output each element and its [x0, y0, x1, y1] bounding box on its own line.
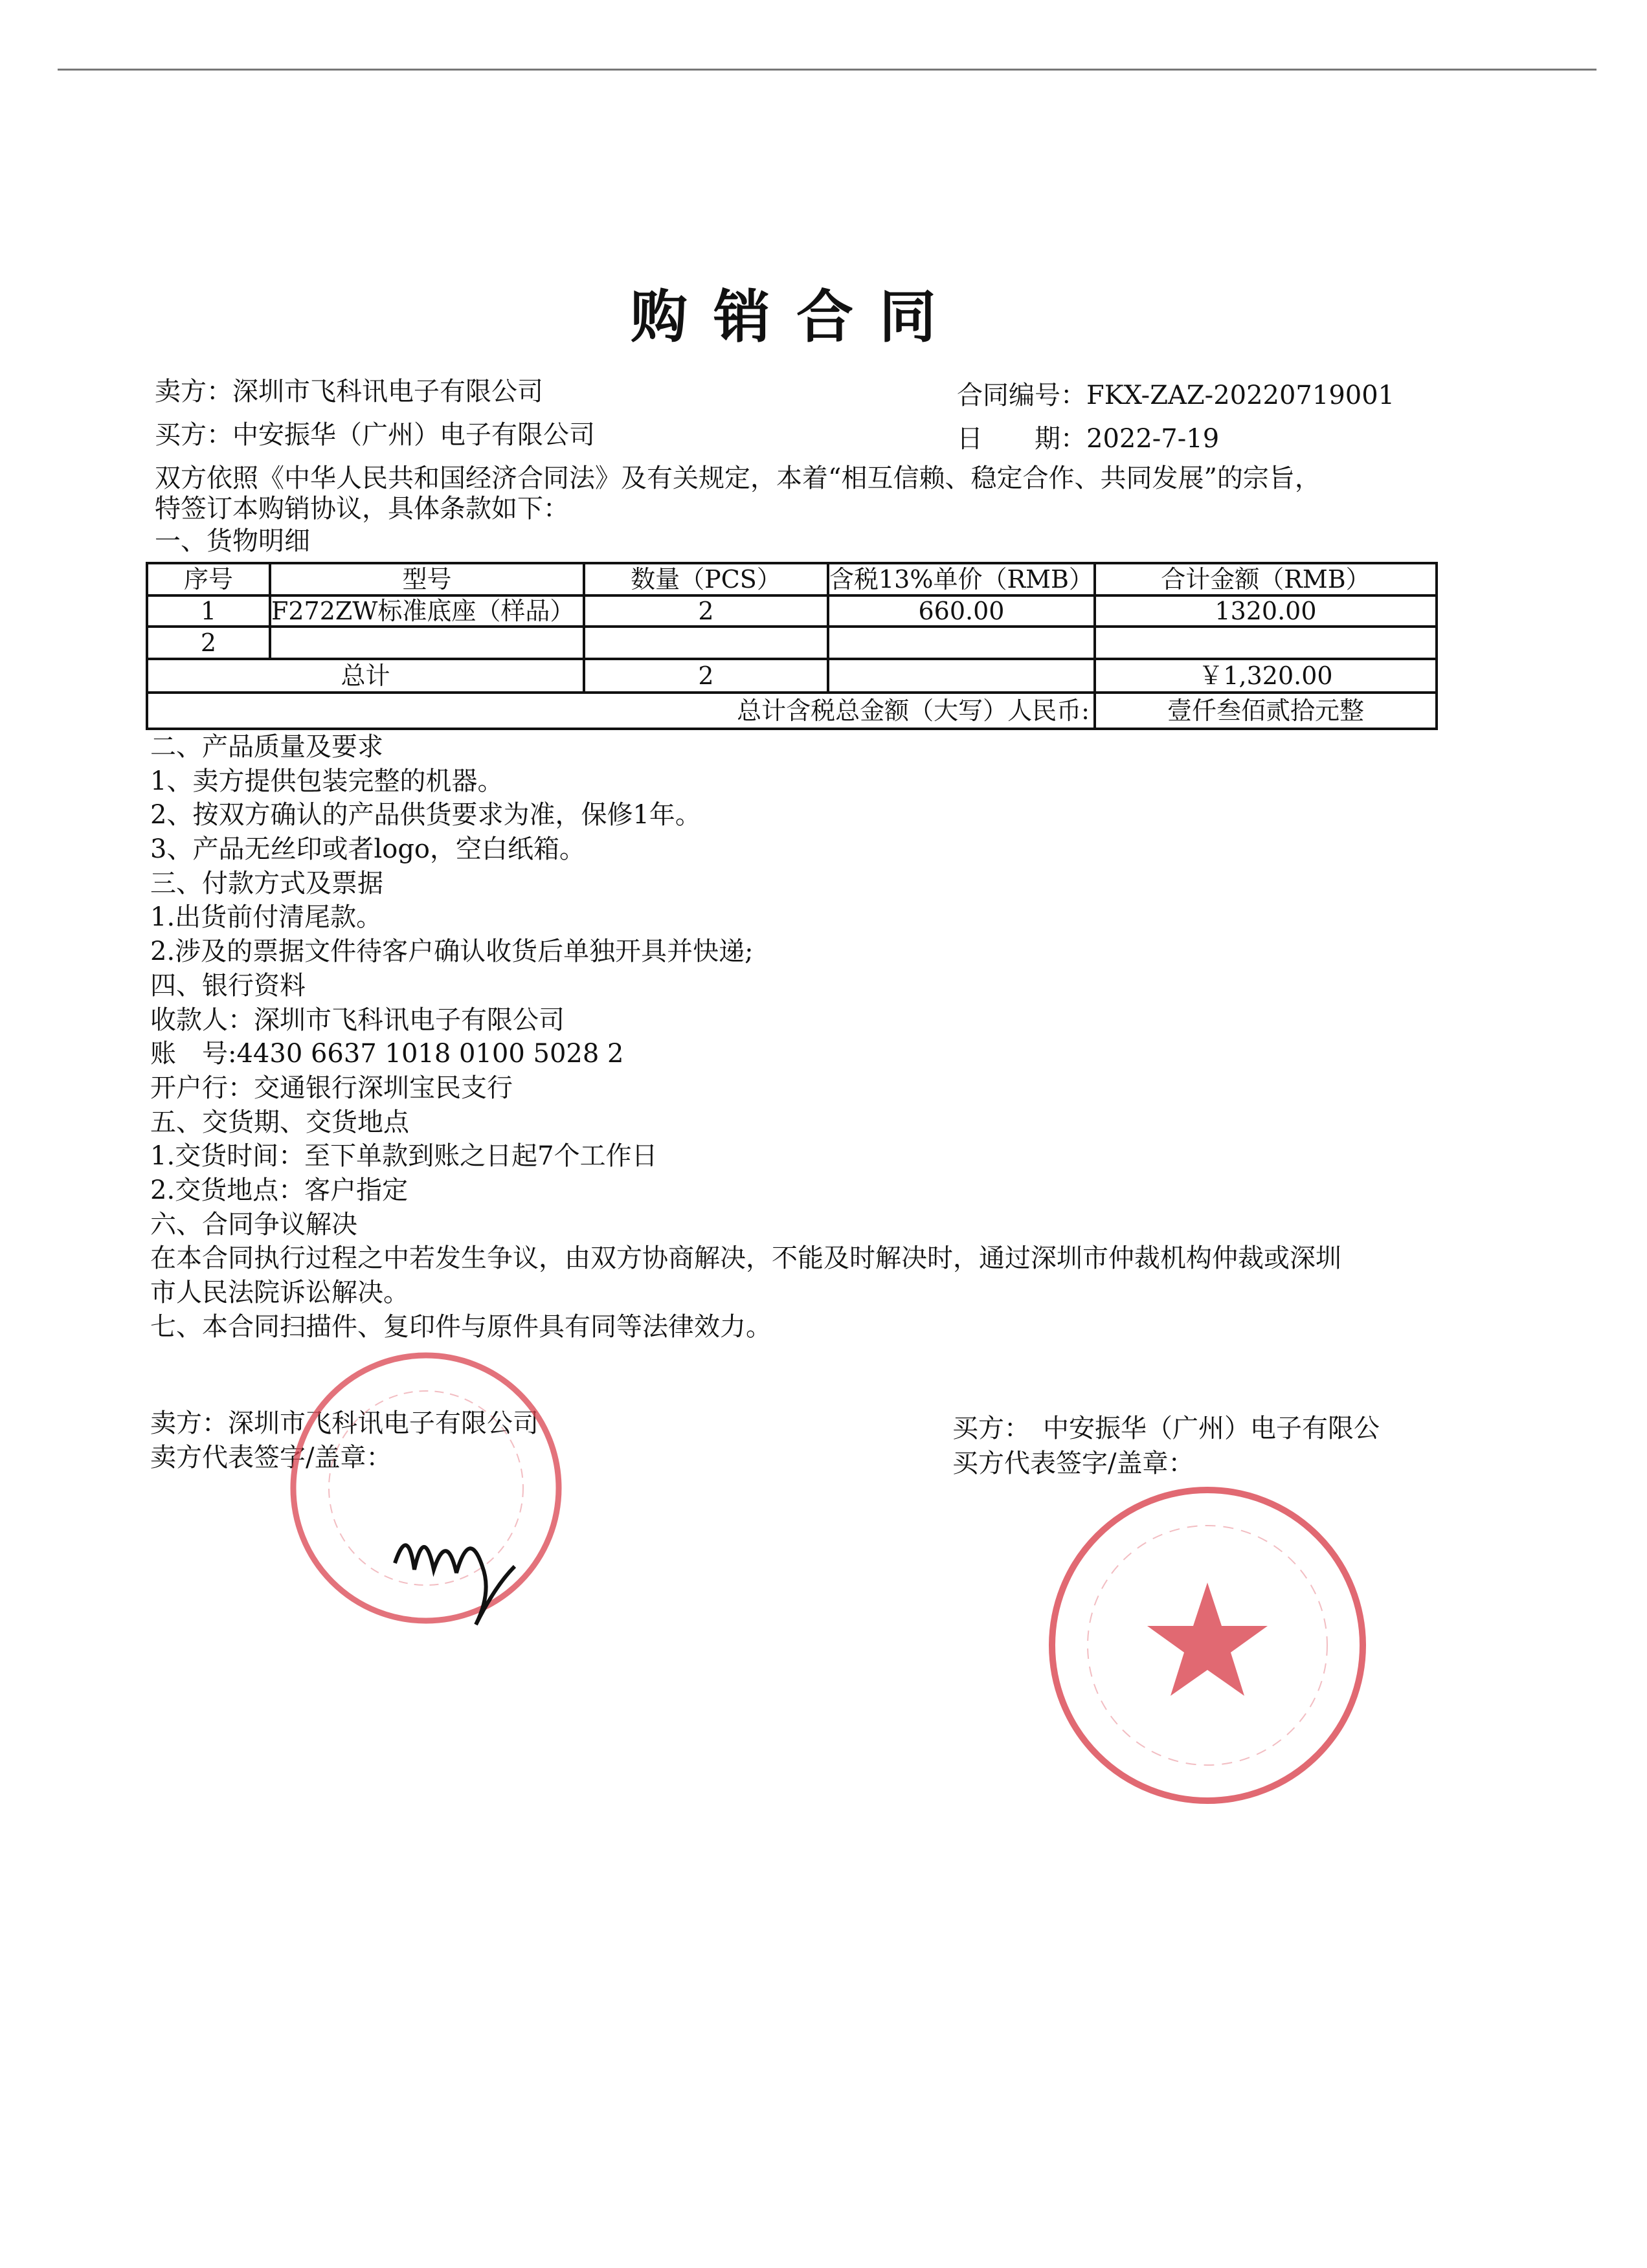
seller-contract-stamp	[285, 1350, 570, 1628]
cell-amount: 1320.00	[1095, 595, 1437, 627]
contract-terms	[150, 730, 1341, 1344]
cell-qty: 2	[584, 595, 828, 627]
cell-index: 2	[147, 627, 270, 659]
term-line: 开户行：交通银行深圳宝民支行	[150, 1073, 513, 1103]
buyer-rep-label: 买方代表签字/盖章：	[952, 1449, 1194, 1478]
term-line: 3、产品无丝印或者logo，空白纸箱。	[150, 834, 586, 865]
term-line: 2.交货地点：客户指定	[150, 1175, 409, 1205]
term-line: 七、本合同扫描件、复印件与原件具有同等法律效力。	[150, 1311, 772, 1342]
section-goods-heading: 一、货物明细	[155, 526, 310, 556]
term-line: 1.交货时间：至下单款到账之日起7个工作日	[150, 1141, 658, 1172]
table-row	[147, 595, 1437, 627]
term-line: 二、产品质量及要求	[150, 732, 383, 762]
cell-index: 1	[147, 595, 270, 627]
contract-date: 日 期：2022-7-19	[957, 424, 1220, 454]
cell-qty	[584, 627, 828, 659]
table-row	[147, 627, 1437, 659]
seller-rep-label: 卖方代表签字/盖章：	[150, 1443, 392, 1473]
buyer-signature-name: 买方： 中安振华（广州）电子有限公	[952, 1414, 1380, 1443]
header-cell: 型号	[270, 563, 584, 595]
term-line: 六、合同争议解决	[150, 1209, 357, 1240]
intro-line-2: 特签订本购销协议，具体条款如下：	[155, 494, 569, 524]
contract-number: 合同编号：FKX-ZAZ-20220719001	[957, 381, 1395, 410]
seller-signature-name: 卖方：深圳市飞科讯电子有限公司	[150, 1408, 539, 1438]
total-row	[147, 659, 1437, 693]
cell-model: F272ZW标准底座（样品）	[270, 595, 584, 627]
term-line: 2.涉及的票据文件待客户确认收货后单独开具并快递;	[150, 937, 754, 967]
cell-unit-price: 660.00	[828, 595, 1095, 627]
header-cell: 数量（PCS）	[584, 563, 828, 595]
star-icon	[1147, 1583, 1268, 1696]
capital-amount: 壹仟叁佰贰拾元整	[1095, 693, 1437, 729]
goods-table	[146, 562, 1438, 730]
table-header-row	[147, 563, 1437, 595]
total-qty: 2	[584, 659, 828, 693]
header-cell: 序号	[147, 563, 270, 595]
document-title: 购销合同	[630, 283, 962, 350]
term-line: 四、银行资料	[150, 970, 306, 1001]
term-line: 账 号:4430 6637 1018 0100 5028 2	[150, 1039, 624, 1069]
term-line: 2、按双方确认的产品供货要求为准，保修1年。	[150, 800, 701, 830]
header-cell: 合计金额（RMB）	[1095, 563, 1437, 595]
total-amount: ￥1,320.00	[1095, 659, 1437, 693]
capital-label: 总计含税总金额（大写）人民币:	[147, 693, 1095, 729]
capital-row	[147, 693, 1437, 729]
term-line: 1、卖方提供包装完整的机器。	[150, 766, 504, 796]
intro-line-1: 双方依照《中华人民共和国经济合同法》及有关规定，本着“相互信赖、稳定合作、共同发展”的宗旨，	[155, 463, 1321, 493]
term-line: 收款人：深圳市飞科讯电子有限公司	[150, 1005, 565, 1035]
header-cell: 含税13%单价（RMB）	[828, 563, 1095, 595]
buyer-name: 买方：中安振华（广州）电子有限公司	[155, 420, 595, 450]
term-line: 市人民法院诉讼解决。	[150, 1278, 409, 1307]
term-line: 1.出货前付清尾款。	[150, 902, 383, 933]
cell-amount	[1095, 627, 1437, 659]
total-empty	[828, 659, 1095, 693]
seller-name: 卖方：深圳市飞科讯电子有限公司	[155, 377, 543, 406]
term-line: 五、交货期、交货地点	[150, 1107, 409, 1137]
total-label: 总计	[147, 659, 584, 693]
buyer-company-stamp	[1042, 1482, 1372, 1812]
handwritten-signature	[395, 1545, 515, 1625]
term-line: 在本合同执行过程之中若发生争议，由双方协商解决，不能及时解决时，通过深圳市仲裁机构仲裁或深圳	[150, 1243, 1341, 1274]
top-rule	[58, 69, 1597, 71]
cell-unit-price	[828, 627, 1095, 659]
term-line: 三、付款方式及票据	[150, 868, 383, 898]
cell-model	[270, 627, 584, 659]
